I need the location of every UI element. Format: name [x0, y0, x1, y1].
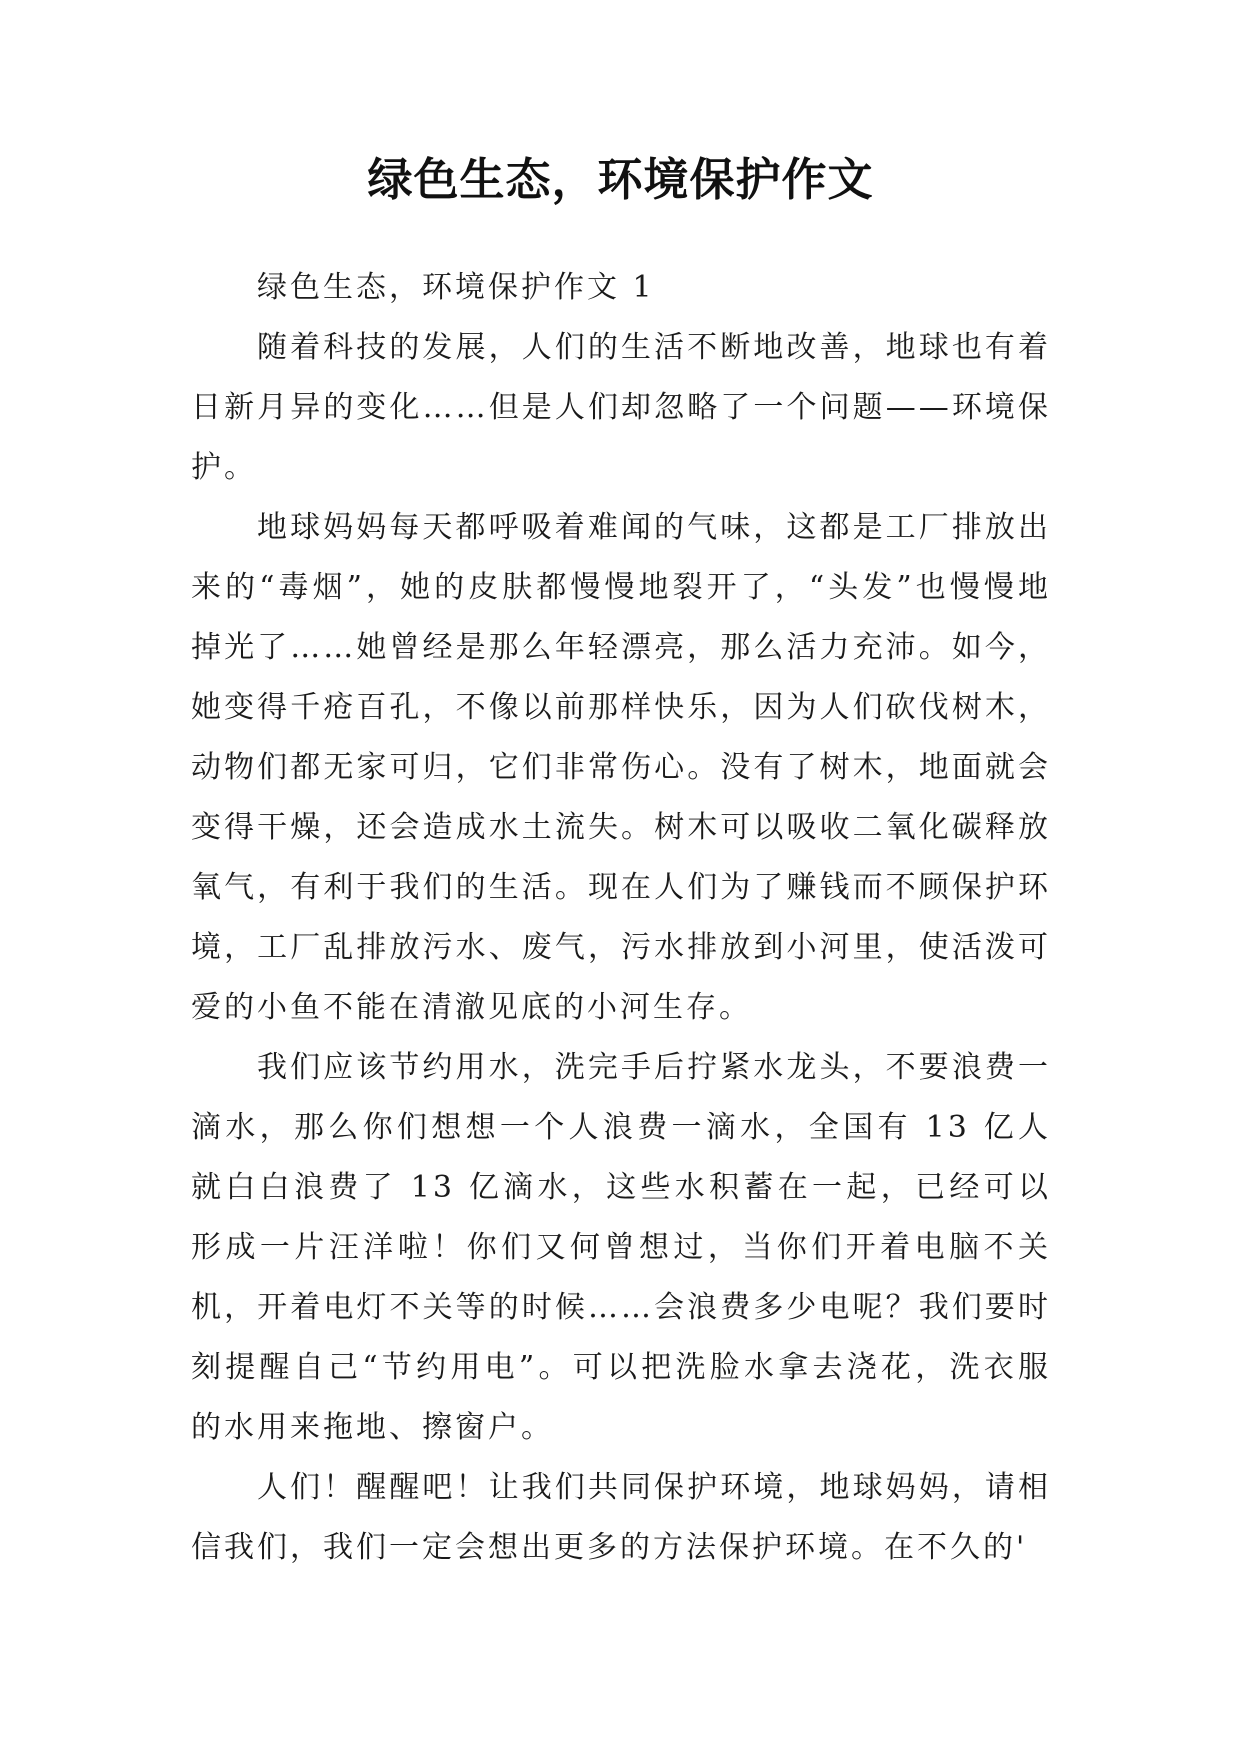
paragraph-3: 我们应该节约用水，洗完手后拧紧水龙头，不要浪费一滴水，那么你们想想一个人浪费一滴水，全国有 13 亿人就白白浪费了 13 亿滴水，这些水积蓄在一起，已经可以形成一片汪洋啦！你们又何曾想过，当你们开着电脑不关机，开着电灯不关等的时候……会浪费多少电呢？我们要时刻提醒自己“节约用电”。可以把洗脸水拿去浇花，洗衣服的水用来拖地、擦窗户。: [191, 1050, 1051, 1445]
document-title: 绿色生态，环境保护作文: [367, 153, 874, 206]
paragraph-4: 人们！醒醒吧！让我们共同保护环境，地球妈妈，请相信我们，我们一定会想出更多的方法保护环境。在不久的': [191, 1470, 1051, 1565]
document-body: [191, 258, 1051, 1578]
section-heading: 绿色生态，环境保护作文 1: [257, 270, 655, 305]
paragraph-1: 随着科技的发展，人们的生活不断地改善，地球也有着日新月异的变化……但是人们却忽略了一个问题——环境保护。: [191, 330, 1051, 485]
paragraph-2: 地球妈妈每天都呼吸着难闻的气味，这都是工厂排放出来的“毒烟”，她的皮肤都慢慢地裂开了，“头发”也慢慢地掉光了……她曾经是那么年轻漂亮，那么活力充沛。如今，她变得千疮百孔，不像以前那样快乐，因为人们砍伐树木，动物们都无家可归，它们非常伤心。没有了树木，地面就会变得干燥，还会造成水土流失。树木可以吸收二氧化碳释放氧气，有利于我们的生活。现在人们为了赚钱而不顾保护环境，工厂乱排放污水、废气，污水排放到小河里，使活泼可爱的小鱼不能在清澈见底的小河生存。: [191, 510, 1051, 1025]
